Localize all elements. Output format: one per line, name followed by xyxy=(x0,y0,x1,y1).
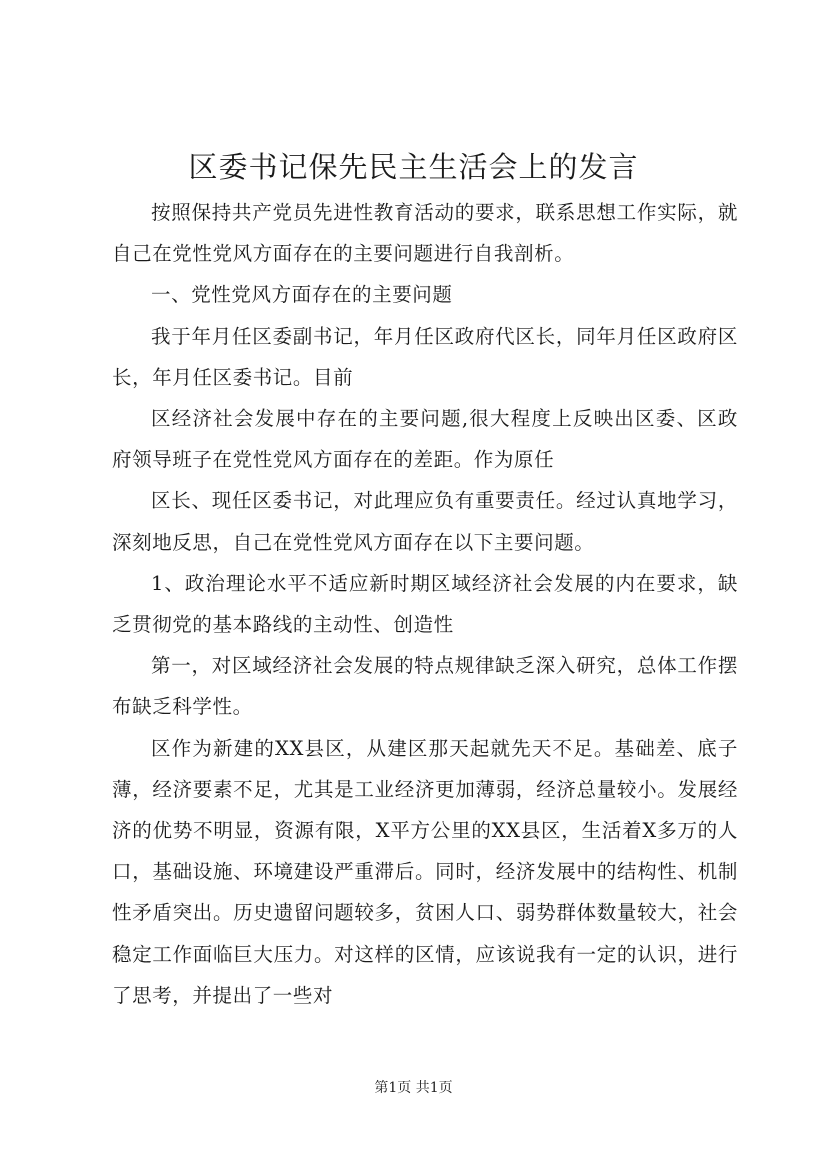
paragraph: 区经济社会发展中存在的主要问题,很大程度上反映出区委、区政府领导班子在党性党风方面存在的差距。作为原任 xyxy=(112,407,738,472)
page-number-footer: 第1页 共1页 xyxy=(374,1080,453,1096)
document-title: 区委书记保先民主生活会上的发言 xyxy=(188,150,639,184)
subsection-heading: 1、政治理论水平不适应新时期区域经济社会发展的内在要求，缺乏贯彻党的基本路线的主动性、创造性 xyxy=(112,571,738,637)
paragraph: 第一，对区域经济社会发展的特点规律缺乏深入研究，总体工作摆布缺乏科学性。 xyxy=(112,654,738,719)
section-heading: 一、党性党风方面存在的主要问题 xyxy=(151,283,453,307)
paragraph: 区作为新建的XX县区，从建区那天起就先天不足。基础差、底子薄，经济要素不足，尤其是工业经济更加薄弱，经济总量较小。发展经济的优势不明显，资源有限，X平方公里的XX县区，生活着X多万的人口，基础设施、环境建设严重滞后。同时，经济发展中的结构性、机制性矛盾突出。历史遗留问题较多，贫困人口、弱势群体数量较大，社会稳定工作面临巨大压力。对这样的区情，应该说我有一定的认识，进行了思考，并提出了一些对 xyxy=(112,736,738,1007)
paragraph: 区长、现任区委书记，对此理应负有重要责任。经过认真地学习，深刻地反思，自己在党性党风方面存在以下主要问题。 xyxy=(112,489,738,554)
paragraph: 我于年月任区委副书记，年月任区政府代区长，同年月任区政府区长，年月任区委书记。目前 xyxy=(112,324,738,389)
paragraph: 按照保持共产党员先进性教育活动的要求，联系思想工作实际，就自己在党性党风方面存在的主要问题进行自我剖析。 xyxy=(112,201,738,266)
document-body xyxy=(112,192,738,1016)
